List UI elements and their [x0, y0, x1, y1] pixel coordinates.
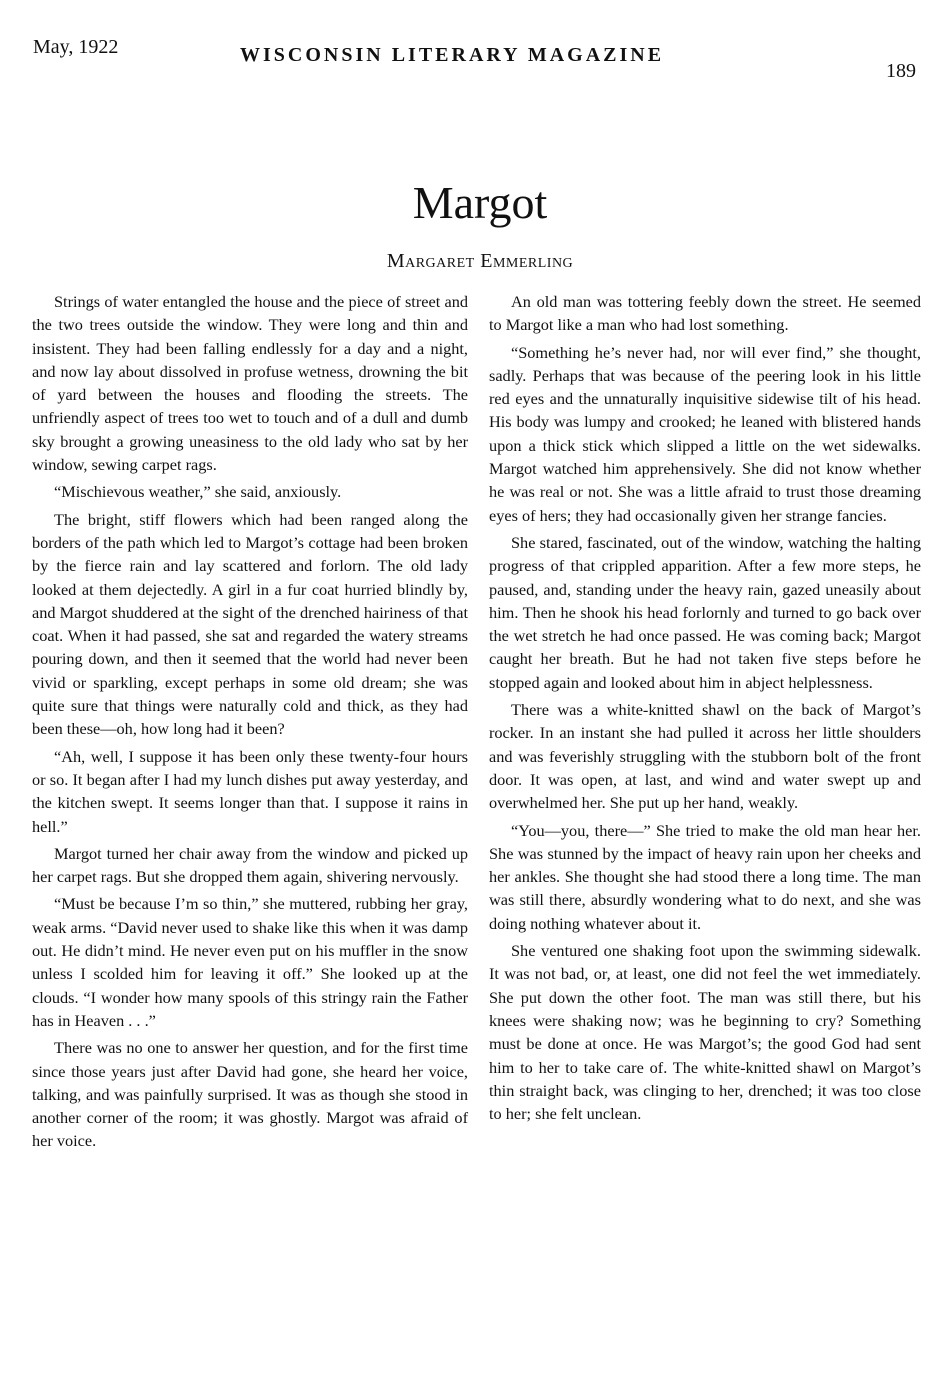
right-column	[489, 290, 921, 1129]
running-head	[0, 0, 949, 90]
article-title: Margot	[412, 177, 548, 228]
paragraph: The bright, stiff flowers which had been ranged along the borders of the path which led to Margot’s cottage had been broken by the fierce rain and lay scattered and forlorn. The old lady looked at them dejectedly. A girl in a fur coat hurried blindly by, and Margot shuddered at the sight of the drenched hairiness of that coat. When it had passed, she sat and regarded the watery streams pouring down, and then it seemed that the world had never been vivid or sparkling, except perhaps in some old dream; she was quite sure that things were naturally cold and thick, as they had been these—oh, how long had it been?	[32, 509, 468, 739]
article-author: Margaret Emmerling	[386, 250, 574, 272]
paragraph: There was no one to answer her question, and for the first time since those years just after David had gone, she heard her voice, talking, and was painfully surprised. It was as though she stood in another corner of the room; it was ghostly. Margot was afraid of her voice.	[32, 1038, 468, 1151]
paragraph: She stared, fascinated, out of the window, watching the halting progress of that crippled apparition. After a few more steps, he paused, and, standing under the heavy rain, gazed uneasily about him. Then he shook his head forlornly and turned to go back over the wet stretch he had once passed. He was coming back; Margot caught her breath. But he had not taken five steps before he stopped again and looked about him in abject helplessness.	[489, 532, 921, 692]
paragraph: “Mischievous weather,” she said, anxiously.	[54, 482, 342, 502]
paragraph: “Must be because I’m so thin,” she muttered, rubbing her gray, weak arms. “David never used to shake like this when it was damp out. He didn’t mind. He never even put on his muffler in the snow unless I scolded him for leaving it off.” She looked up at the clouds. “I wonder how many spools of this stringy rain the Father has in Heaven . . .”	[32, 894, 468, 1030]
magazine-title: WISCONSIN LITERARY MAGAZINE	[240, 44, 665, 66]
paragraph: “Ah, well, I suppose it has been only these twenty-four hours or so. It began after I had my lunch dishes put away yesterday, and the kitchen swept. It seems longer than that. I suppose it rains in hell.”	[32, 746, 468, 836]
paragraph: Margot turned her chair away from the window and picked up her carpet rags. But she dropped them again, shivering nervously.	[32, 843, 468, 887]
paragraph: She ventured one shaking foot upon the swimming sidewalk. It was not bad, or, at least, one did not feel the wet immediately. She put down the other foot. The man was still there, but his knees were shaking now; was he beginning to cry? Something must be done at once. He was Margot’s; the good God had sent him to her to take care of. The white-knitted shawl on Margot’s thin straight back, was clinging to her, drenched; it was too close to her; she felt unclean.	[489, 941, 921, 1124]
paragraph: “You—you, there—” She tried to make the old man hear her. She was stunned by the impact of heavy rain upon her cheeks and her ankles. She thought she had stood there a long time. The man was still there, absurdly wondering what to do next, and she was doing nothing whatever about it.	[489, 820, 921, 933]
paragraph: Strings of water entangled the house and the piece of street and the two trees outside the window. They were long and thin and insistent. They had been falling endlessly for a day and a night, and now lay about dissolved in profuse wetness, drowning the bit of yard between the houses and flooding the streets. The unfriendly aspect of trees too wet to touch and of a dull and dumb sky brought a growing uneasiness to the old lady who sat by her window, sewing carpet rags.	[32, 292, 468, 475]
paragraph: “Something he’s never had, nor will ever find,” she thought, sadly. Perhaps that was because of the peering look in his little red eyes and the unnaturally inquisitive sidewise tilt of his head. His body was lumpy and crooked; he leaned with blistered hands upon a thick stick which slipped a little on the wet sidewalks. Margot watched him apprehensively. She did not know whether he was real or not. She was a little afraid to trust those dreaming eyes of hers; they had occasionally given her strange fancies.	[489, 342, 921, 525]
paragraph: An old man was tottering feebly down the street. He seemed to Margot like a man who had lost something.	[489, 292, 921, 335]
left-column	[32, 290, 468, 1157]
page-number: 189	[886, 60, 916, 82]
issue-date: May, 1922	[33, 36, 119, 58]
paragraph: There was a white-knitted shawl on the back of Margot’s rocker. In an instant she had pulled it across her little shoulders and was feverishly struggling with the stubborn bolt of the front door. It was open, at last, and wind and water swept up and overwhelmed her. She put up her hand, weakly.	[489, 700, 921, 813]
